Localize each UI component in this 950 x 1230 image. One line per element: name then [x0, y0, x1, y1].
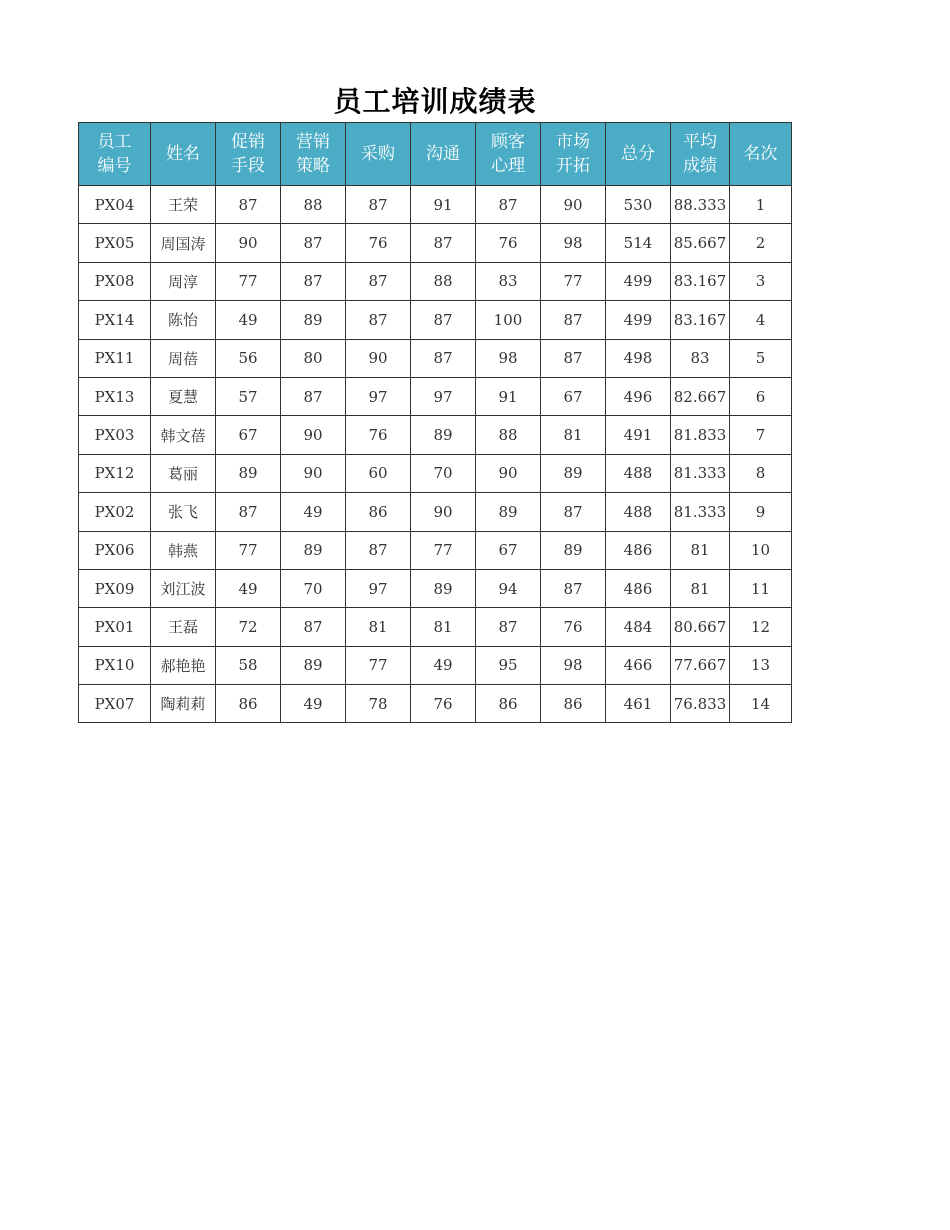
header-communication: 沟通 [411, 123, 476, 186]
cell-employee-id: PX02 [79, 493, 151, 531]
cell-average-score: 85.667 [671, 224, 730, 262]
table-row [79, 339, 792, 377]
cell-customer-psychology: 91 [476, 377, 541, 415]
header-marketing-strategy: 营销 策略 [281, 123, 346, 186]
cell-rank: 12 [730, 608, 792, 646]
cell-name: 葛丽 [151, 454, 216, 492]
header-employee-id: 员工 编号 [79, 123, 151, 186]
cell-purchasing: 97 [346, 569, 411, 607]
cell-total-score: 466 [606, 646, 671, 684]
cell-rank: 6 [730, 377, 792, 415]
cell-total-score: 499 [606, 262, 671, 300]
cell-name: 周国涛 [151, 224, 216, 262]
header-row [79, 123, 792, 186]
cell-communication: 77 [411, 531, 476, 569]
header-customer-psychology: 顾客 心理 [476, 123, 541, 186]
table-row [79, 531, 792, 569]
cell-market-development: 98 [541, 224, 606, 262]
table-row [79, 685, 792, 723]
cell-communication: 97 [411, 377, 476, 415]
cell-purchasing: 97 [346, 377, 411, 415]
cell-marketing-strategy: 49 [281, 685, 346, 723]
cell-customer-psychology: 86 [476, 685, 541, 723]
cell-rank: 14 [730, 685, 792, 723]
cell-communication: 70 [411, 454, 476, 492]
cell-average-score: 77.667 [671, 646, 730, 684]
cell-promotion-methods: 87 [216, 493, 281, 531]
cell-promotion-methods: 77 [216, 262, 281, 300]
cell-marketing-strategy: 90 [281, 454, 346, 492]
table-row [79, 416, 792, 454]
cell-employee-id: PX13 [79, 377, 151, 415]
cell-purchasing: 76 [346, 224, 411, 262]
cell-name: 周蓓 [151, 339, 216, 377]
cell-marketing-strategy: 89 [281, 646, 346, 684]
cell-employee-id: PX04 [79, 186, 151, 224]
cell-promotion-methods: 72 [216, 608, 281, 646]
cell-customer-psychology: 87 [476, 186, 541, 224]
cell-customer-psychology: 76 [476, 224, 541, 262]
cell-name: 陶莉莉 [151, 685, 216, 723]
cell-average-score: 83.167 [671, 262, 730, 300]
cell-employee-id: PX03 [79, 416, 151, 454]
cell-average-score: 81 [671, 531, 730, 569]
cell-communication: 76 [411, 685, 476, 723]
cell-average-score: 81.833 [671, 416, 730, 454]
cell-name: 韩燕 [151, 531, 216, 569]
cell-total-score: 461 [606, 685, 671, 723]
cell-marketing-strategy: 87 [281, 224, 346, 262]
cell-rank: 5 [730, 339, 792, 377]
cell-market-development: 90 [541, 186, 606, 224]
cell-average-score: 83 [671, 339, 730, 377]
cell-market-development: 89 [541, 531, 606, 569]
cell-name: 周淳 [151, 262, 216, 300]
cell-promotion-methods: 90 [216, 224, 281, 262]
cell-purchasing: 81 [346, 608, 411, 646]
cell-rank: 2 [730, 224, 792, 262]
cell-employee-id: PX08 [79, 262, 151, 300]
cell-average-score: 88.333 [671, 186, 730, 224]
cell-promotion-methods: 49 [216, 301, 281, 339]
header-name: 姓名 [151, 123, 216, 186]
cell-employee-id: PX11 [79, 339, 151, 377]
cell-market-development: 67 [541, 377, 606, 415]
table-row [79, 377, 792, 415]
table-row [79, 646, 792, 684]
cell-name: 韩文蓓 [151, 416, 216, 454]
page-title: 员工培训成绩表 [333, 85, 537, 118]
cell-name: 夏慧 [151, 377, 216, 415]
cell-promotion-methods: 86 [216, 685, 281, 723]
cell-marketing-strategy: 49 [281, 493, 346, 531]
table-row [79, 493, 792, 531]
cell-employee-id: PX01 [79, 608, 151, 646]
cell-customer-psychology: 83 [476, 262, 541, 300]
cell-average-score: 76.833 [671, 685, 730, 723]
cell-communication: 87 [411, 301, 476, 339]
cell-rank: 7 [730, 416, 792, 454]
cell-market-development: 86 [541, 685, 606, 723]
cell-customer-psychology: 88 [476, 416, 541, 454]
cell-communication: 87 [411, 224, 476, 262]
cell-employee-id: PX05 [79, 224, 151, 262]
cell-marketing-strategy: 70 [281, 569, 346, 607]
cell-total-score: 499 [606, 301, 671, 339]
cell-market-development: 98 [541, 646, 606, 684]
score-table-body [79, 186, 792, 723]
cell-purchasing: 87 [346, 531, 411, 569]
cell-name: 王荣 [151, 186, 216, 224]
cell-purchasing: 78 [346, 685, 411, 723]
cell-total-score: 530 [606, 186, 671, 224]
cell-total-score: 488 [606, 493, 671, 531]
cell-communication: 91 [411, 186, 476, 224]
cell-total-score: 514 [606, 224, 671, 262]
cell-marketing-strategy: 87 [281, 377, 346, 415]
cell-communication: 88 [411, 262, 476, 300]
cell-customer-psychology: 98 [476, 339, 541, 377]
cell-average-score: 82.667 [671, 377, 730, 415]
cell-promotion-methods: 58 [216, 646, 281, 684]
table-row [79, 224, 792, 262]
cell-name: 陈怡 [151, 301, 216, 339]
cell-purchasing: 77 [346, 646, 411, 684]
table-row [79, 569, 792, 607]
cell-promotion-methods: 56 [216, 339, 281, 377]
header-total-score: 总分 [606, 123, 671, 186]
cell-rank: 10 [730, 531, 792, 569]
cell-communication: 90 [411, 493, 476, 531]
cell-employee-id: PX06 [79, 531, 151, 569]
cell-name: 刘江波 [151, 569, 216, 607]
cell-rank: 13 [730, 646, 792, 684]
cell-total-score: 484 [606, 608, 671, 646]
table-row [79, 186, 792, 224]
cell-total-score: 496 [606, 377, 671, 415]
header-purchasing: 采购 [346, 123, 411, 186]
header-market-development: 市场 开拓 [541, 123, 606, 186]
cell-total-score: 486 [606, 569, 671, 607]
cell-customer-psychology: 89 [476, 493, 541, 531]
cell-communication: 89 [411, 569, 476, 607]
cell-purchasing: 90 [346, 339, 411, 377]
cell-market-development: 89 [541, 454, 606, 492]
cell-market-development: 76 [541, 608, 606, 646]
cell-total-score: 486 [606, 531, 671, 569]
table-row [79, 608, 792, 646]
cell-market-development: 81 [541, 416, 606, 454]
cell-purchasing: 76 [346, 416, 411, 454]
cell-communication: 89 [411, 416, 476, 454]
cell-customer-psychology: 95 [476, 646, 541, 684]
cell-customer-psychology: 90 [476, 454, 541, 492]
cell-average-score: 81.333 [671, 493, 730, 531]
cell-rank: 11 [730, 569, 792, 607]
cell-communication: 87 [411, 339, 476, 377]
cell-marketing-strategy: 87 [281, 262, 346, 300]
cell-marketing-strategy: 89 [281, 301, 346, 339]
cell-marketing-strategy: 89 [281, 531, 346, 569]
cell-marketing-strategy: 88 [281, 186, 346, 224]
cell-promotion-methods: 49 [216, 569, 281, 607]
cell-purchasing: 86 [346, 493, 411, 531]
cell-communication: 81 [411, 608, 476, 646]
cell-customer-psychology: 100 [476, 301, 541, 339]
cell-average-score: 83.167 [671, 301, 730, 339]
cell-average-score: 81.333 [671, 454, 730, 492]
cell-purchasing: 87 [346, 186, 411, 224]
cell-marketing-strategy: 80 [281, 339, 346, 377]
cell-average-score: 80.667 [671, 608, 730, 646]
cell-promotion-methods: 77 [216, 531, 281, 569]
cell-average-score: 81 [671, 569, 730, 607]
cell-marketing-strategy: 90 [281, 416, 346, 454]
cell-rank: 4 [730, 301, 792, 339]
cell-marketing-strategy: 87 [281, 608, 346, 646]
cell-communication: 49 [411, 646, 476, 684]
cell-purchasing: 87 [346, 262, 411, 300]
cell-market-development: 87 [541, 569, 606, 607]
cell-promotion-methods: 57 [216, 377, 281, 415]
cell-name: 王磊 [151, 608, 216, 646]
cell-market-development: 87 [541, 339, 606, 377]
table-row [79, 454, 792, 492]
cell-employee-id: PX09 [79, 569, 151, 607]
table-row [79, 262, 792, 300]
header-average-score: 平均 成绩 [671, 123, 730, 186]
cell-total-score: 498 [606, 339, 671, 377]
cell-market-development: 87 [541, 493, 606, 531]
cell-purchasing: 87 [346, 301, 411, 339]
cell-purchasing: 60 [346, 454, 411, 492]
cell-employee-id: PX10 [79, 646, 151, 684]
cell-market-development: 77 [541, 262, 606, 300]
cell-employee-id: PX12 [79, 454, 151, 492]
cell-name: 郝艳艳 [151, 646, 216, 684]
cell-promotion-methods: 89 [216, 454, 281, 492]
cell-customer-psychology: 67 [476, 531, 541, 569]
cell-promotion-methods: 87 [216, 186, 281, 224]
cell-total-score: 491 [606, 416, 671, 454]
header-promotion-methods: 促销 手段 [216, 123, 281, 186]
cell-market-development: 87 [541, 301, 606, 339]
cell-total-score: 488 [606, 454, 671, 492]
cell-rank: 3 [730, 262, 792, 300]
table-row [79, 301, 792, 339]
header-rank: 名次 [730, 123, 792, 186]
cell-rank: 8 [730, 454, 792, 492]
cell-name: 张飞 [151, 493, 216, 531]
score-table [78, 122, 792, 723]
cell-customer-psychology: 87 [476, 608, 541, 646]
cell-rank: 9 [730, 493, 792, 531]
cell-employee-id: PX07 [79, 685, 151, 723]
cell-employee-id: PX14 [79, 301, 151, 339]
cell-rank: 1 [730, 186, 792, 224]
cell-customer-psychology: 94 [476, 569, 541, 607]
cell-promotion-methods: 67 [216, 416, 281, 454]
